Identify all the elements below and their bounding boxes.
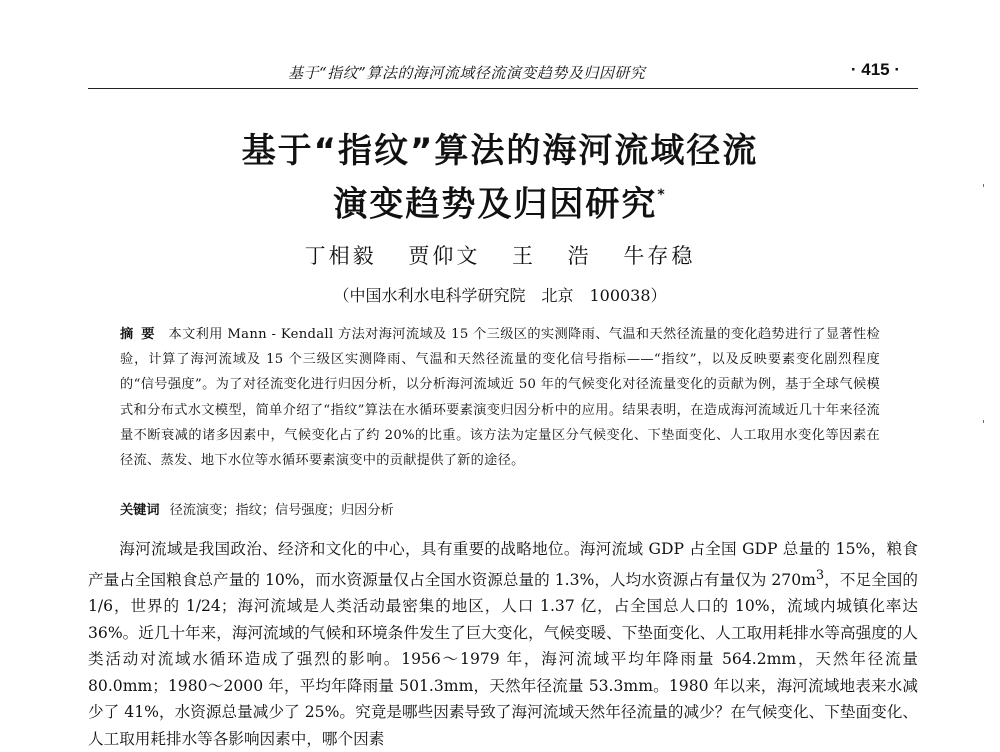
abstract-text: 本文利用 Mann - Kendall 方法对海河流域及 15 个三级区的实测降雨、气温和天然径流量的变化趋势进行了显著性检验，计算了海河流域及 15 个三级区实测降雨、气温和天然径流量的变化信号指标——“指纹”，以及反映要素变化剧烈程度的“信号强度”。为了对径流变化进行归因分析，以分析海河流域近 50 年的气候变化对径流量变化的贡献为例，基于全球气候模式和分布式水文模型，简单介绍了“指纹”算法在水循环要素演变归因分析中的应用。结果表明，在造成海河流域近几十年来径流量不断衰减的诸多因素中，气候变化占了约 20%的比重。该方法为定量区分气候变化、下垫面变化、人工取用水变化等因素在径流、蒸发、地下水位等水循环要素演变中的贡献提供了新的途径。 [120,327,881,469]
superscript-3: 3 [815,567,825,583]
article-title-line-2 [0,176,1000,227]
running-header [88,58,918,89]
body-text-part-1: 海河流域是我国政治、经济和文化的中心，具有重要的战略地位。海河流域 GDP 占全国 GDP 总量的 15%，粮食产量占全国粮食总产量的 10%，而水资源量仅占全国水资源总量的 1.3%，人均水资源占有量仅为 270m [88,540,918,589]
running-title: 基于“指纹”算法的海河流域径流演变趋势及归因研究 [288,64,646,82]
margin-mark: ' [982,418,986,431]
affiliation: （中国水利水电科学研究院 北京 100038） [333,286,667,305]
body-paragraph [88,536,918,752]
authors: 丁相毅 贾仰文 王 浩 牛存稳 [304,244,696,268]
margin-mark: ' [982,182,986,195]
keywords-label: 关键词 [120,503,160,518]
abstract [120,322,880,473]
body-text-part-2: ，不足全国的 1/6，世界的 1/24；海河流域是人类活动最密集的地区，人口 1.37 亿，占全国总人口的 10%，流域内城镇化率达 36%。近几十年来，海河流域的气候和环境条件发生了巨大变化，气候变暖、下垫面变化、人工取用耗排水等高强度的人类活动对流域水循环造成了强烈的影响。1956～1979 年，海河流域平均年降雨量 564.2mm，天然年径流量 80.0mm；1980～2000 年，平均年降雨量 501.3mm，天然年径流量 53.3mm。1980 年以来，海河流域地表来水减少了 41%，水资源总量减少了 25%。究竟是哪些因素导致了海河流域天然年径流量的减少？在气候变化、下垫面变化、人工取用耗排水等各影响因素中，哪个因素 [88,570,918,748]
body-text [88,536,918,752]
title-line-2-text: 演变趋势及归因研究 [333,184,658,225]
article-title-line-1: 基于“指纹”算法的海河流域径流 [241,131,759,171]
keywords-text: 径流演变；指纹；信号强度；归因分析 [169,503,394,518]
abstract-label: 摘要 [120,327,163,342]
keywords [120,499,880,523]
title-footnote-mark: * [657,187,667,203]
page-number: · 415 · [850,60,900,79]
